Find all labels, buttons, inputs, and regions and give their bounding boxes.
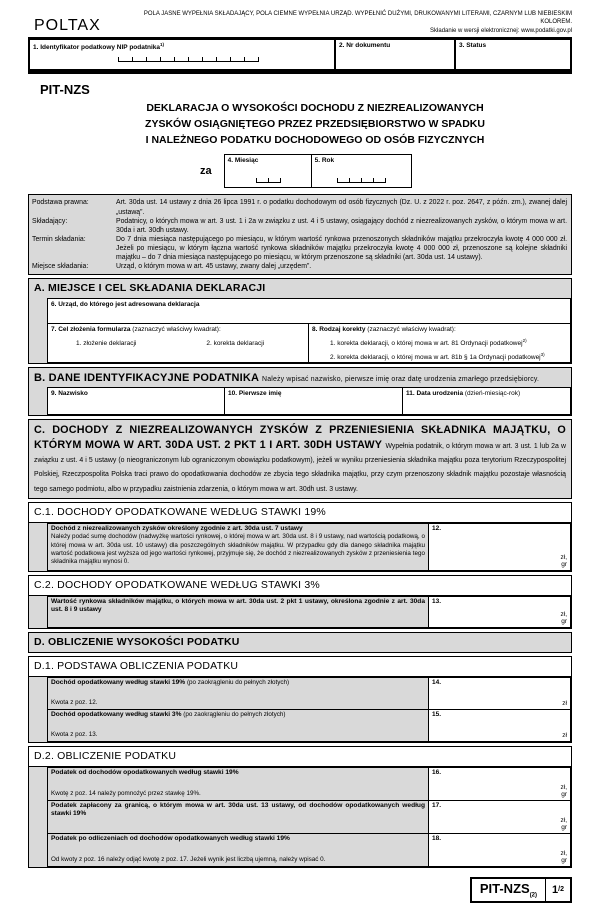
field-17-label: Podatek zapłacony za granicą, o którym mowa w art. 30da ust. 13 ustawy, od dochodów opodatkowanych według stawki 19% bbox=[51, 801, 425, 818]
month-label: 4. Miesiąc bbox=[227, 157, 259, 165]
field-17-description bbox=[47, 800, 429, 834]
unit-zl: zł bbox=[562, 732, 567, 740]
field-17-number: 17. bbox=[432, 801, 442, 809]
field-18-units bbox=[561, 850, 568, 865]
field-10-pierwsze-imie[interactable] bbox=[225, 387, 403, 415]
divider bbox=[28, 71, 572, 74]
option-zlozenie-deklaracji[interactable]: 1. złożenie deklaracji bbox=[76, 340, 137, 348]
unit-zl: zł, bbox=[560, 553, 567, 561]
field-7-label: 7. Cel złożenia formularza bbox=[51, 326, 133, 334]
nip-comb-input[interactable] bbox=[118, 57, 258, 62]
option-korekta-deklaracji[interactable]: 2. korekta deklaracji bbox=[206, 340, 265, 348]
field-15-note: Kwota z poz. 13. bbox=[51, 730, 98, 738]
section-d bbox=[28, 632, 572, 653]
footer-page-indicator bbox=[545, 879, 570, 902]
field-16-units bbox=[561, 784, 568, 799]
nip-footnote: 1) bbox=[160, 42, 165, 48]
field-7-hint: (zaznaczyć właściwy kwadrat): bbox=[132, 326, 221, 334]
field-16-note: Kwotę z poz. 14 należy pomnożyć przez stawkę 19%. bbox=[51, 789, 201, 797]
section-b-note: Należy wpisać nazwisko, pierwsze imię oraz datę urodzenia zmarłego przedsiębiorcy. bbox=[262, 376, 540, 384]
period-prefix: za bbox=[200, 165, 212, 178]
option-korekta-art-81[interactable] bbox=[330, 338, 567, 347]
footer-form-code bbox=[472, 879, 545, 902]
section-c1-body bbox=[29, 523, 571, 571]
section-c bbox=[28, 419, 572, 499]
field-18-row bbox=[47, 833, 571, 867]
unit-gr: gr bbox=[561, 618, 567, 626]
identification-row bbox=[28, 39, 572, 71]
section-b-row bbox=[47, 387, 571, 415]
field-7-options bbox=[51, 340, 305, 347]
page-footer bbox=[28, 877, 572, 903]
year-field[interactable] bbox=[311, 155, 411, 187]
field-10-label: 10. Pierwsze imię bbox=[228, 390, 282, 398]
form-title bbox=[58, 101, 572, 148]
month-comb-input[interactable] bbox=[256, 178, 280, 183]
unit-zl: zł, bbox=[560, 816, 567, 824]
field-8-hint: (zaznaczyć właściwy kwadrat): bbox=[367, 326, 456, 334]
field-14-label: Dochód opodatkowany według stawki 19% bbox=[51, 678, 187, 686]
field-18-amount-box[interactable] bbox=[429, 833, 571, 867]
field-14-amount-box[interactable] bbox=[429, 677, 571, 710]
section-d2-title: D.2. OBLICZENIE PODATKU bbox=[29, 747, 571, 767]
field-15-label: Dochód opodatkowany według stawki 3% bbox=[51, 710, 184, 718]
field-12-row bbox=[47, 523, 571, 571]
field-7-cel-zlozenia bbox=[47, 323, 309, 363]
legal-text: Art. 30da ust. 14 ustawy z dnia 26 lipca 1991 r. o podatku dochodowym od osób fizycznych (Dz. U. z 2022 r. poz. 2647, z późn. zm.), zwanej dalej „ustawą”. bbox=[116, 199, 567, 216]
unit-zl: zł, bbox=[560, 849, 567, 857]
legal-label: Termin składania: bbox=[32, 235, 86, 243]
unit-zl: zł, bbox=[560, 610, 567, 618]
form-page bbox=[28, 10, 572, 903]
doc-number-label: 2. Nr dokumentu bbox=[339, 42, 391, 50]
field-14-units bbox=[562, 700, 567, 707]
field-18-label: Podatek po odliczeniach od dochodów opodatkowanych według stawki 19% bbox=[51, 834, 290, 842]
section-d2-body bbox=[29, 767, 571, 867]
unit-gr: gr bbox=[561, 561, 567, 569]
status-label: 3. Status bbox=[459, 42, 487, 50]
field-6-urzad[interactable] bbox=[47, 298, 571, 324]
field-9-nazwisko[interactable] bbox=[47, 387, 225, 415]
field-13-row bbox=[47, 596, 571, 628]
section-c2-body bbox=[29, 596, 571, 628]
poltax-logo: POLTAX bbox=[34, 17, 101, 35]
field-8-rodzaj-korekty bbox=[309, 323, 571, 363]
legal-label: Składający: bbox=[32, 217, 68, 225]
section-c1-title: C.1. DOCHODY OPODATKOWANE WEDŁUG STAWKI 19% bbox=[29, 503, 571, 523]
field-18-number: 18. bbox=[432, 834, 442, 842]
field-8-label: 8. Rodzaj korekty bbox=[312, 326, 368, 334]
unit-zl: zł, bbox=[560, 783, 567, 791]
section-a-title: A. MIEJSCE I CEL SKŁADANIA DEKLARACJI bbox=[34, 282, 266, 295]
section-a-row bbox=[47, 323, 571, 363]
field-11-data-urodzenia[interactable] bbox=[403, 387, 571, 415]
header-instructions bbox=[111, 10, 572, 35]
field-14-row bbox=[47, 677, 571, 710]
legal-row bbox=[32, 217, 567, 235]
legal-text: Podatnicy, o których mowa w art. 3 ust. 1 i 2a w związku z ust. 4 i 5 ustawy, osiągający dochód z niezrealizowanych zysków, o którym mowa w art. 30da i art. 30dh ustawy. bbox=[116, 217, 567, 234]
field-6-label: 6. Urząd, do którego jest adresowana deklaracja bbox=[51, 301, 200, 309]
section-a-body bbox=[29, 298, 571, 363]
field-14-description bbox=[47, 677, 429, 710]
section-d-title: D. OBLICZENIE WYSOKOŚCI PODATKU bbox=[34, 635, 240, 648]
option-korekta-art-81b[interactable] bbox=[330, 352, 567, 361]
form-code: PIT-NZS bbox=[40, 82, 90, 98]
field-16-number: 16. bbox=[432, 768, 442, 776]
field-16-amount-box[interactable] bbox=[429, 767, 571, 801]
field-15-amount-box[interactable] bbox=[429, 709, 571, 742]
field-13-label: Wartość rynkowa składników majątku, o których mowa w art. 30da ust. 2 pkt 1 ustawy, określona zgodnie z art. 30da ust. 8 i 9 ustawy bbox=[51, 597, 425, 614]
section-d1-title: D.1. PODSTAWA OBLICZENIA PODATKU bbox=[29, 657, 571, 677]
field-15-number: 15. bbox=[432, 710, 442, 718]
unit-gr: gr bbox=[561, 857, 567, 865]
footer-code-text: PIT-NZS bbox=[479, 880, 530, 896]
legal-label: Miejsce składania: bbox=[32, 263, 89, 271]
fill-instruction-line: POLA JASNE WYPEŁNIA SKŁADAJĄCY, POLA CIEMNE WYPEŁNIA URZĄD. WYPEŁNIĆ DUŻYMI, DRUKOWANYMI LITERAMI, CZARNYM LUB NIEBIESKIM KOLOREM. bbox=[143, 11, 572, 26]
footer-page-number: 1 bbox=[552, 883, 559, 896]
section-d1 bbox=[28, 656, 572, 743]
footnote-3: 3) bbox=[540, 352, 545, 358]
legal-info-box bbox=[28, 194, 572, 275]
period-box bbox=[224, 154, 412, 188]
field-18-description bbox=[47, 833, 429, 867]
field-13-number: 13. bbox=[432, 597, 442, 605]
field-14-hint: (po zaokrągleniu do pełnych złotych) bbox=[186, 678, 290, 686]
unit-gr: gr bbox=[561, 791, 567, 799]
field-16-row bbox=[47, 767, 571, 801]
section-c-note: Wypełnia podatnik, o którym mowa w art. 3 ust. 1 lub 2a w związku z ust. 4 i 5 ustawy (o nieograniczonym lub ograniczonym obowiązku podatkowym), jeżeli w wyniku przeniesienia składnika majątku poza terytorium Rzeczypospolitej Polskiej, Rzeczpospolita Polska traci prawo do opodatkowania dochodów ze zbycia tego składnika majątku, przy czym przenoszony składnik majątku pozostaje własnością tego samego podmiotu, albo w przypadku zaistnienia zdarzenia, o którym mowa w art. 30dh ust. 3 ustawy. bbox=[34, 442, 566, 493]
title-line-2: ZYSKÓW OSIĄGNIĘTEGO PRZEZ PRZEDSIĘBIORSTWO W SPADKU bbox=[145, 117, 485, 130]
status-field[interactable] bbox=[455, 39, 571, 70]
field-14-number: 14. bbox=[432, 678, 442, 686]
legal-text: Urząd, o którym mowa w art. 45 ustawy, zwany dalej „urzędem”. bbox=[116, 263, 312, 271]
field-16-description bbox=[47, 767, 429, 801]
legal-row bbox=[32, 198, 567, 216]
option-korekta-art-81b-label: 2. korekta deklaracji, o której mowa w art. 81b § 1a Ordynacji podatkowej bbox=[330, 354, 541, 362]
field-11-hint: (dzień-miesiąc-rok) bbox=[464, 390, 521, 398]
year-label: 5. Rok bbox=[314, 157, 335, 165]
field-12-units bbox=[561, 554, 568, 569]
footer-code-version: (2) bbox=[529, 892, 538, 899]
field-15-units bbox=[562, 732, 567, 739]
option-korekta-art-81-label: 1. korekta deklaracji, o której mowa w art. 81 Ordynacji podatkowej bbox=[330, 340, 523, 348]
section-c-title-text: C. DOCHODY Z NIEZREALIZOWANYCH ZYSKÓW Z PRZENIESIENIA SKŁADNIKA MAJĄTKU, O KTÓRYM MOWA W ART. 30DA UST. 2 PKT 1 I ART. 30DH USTAWY bbox=[34, 424, 566, 451]
title-line-3: I NALEŻNEGO PODATKU DOCHODOWEGO OD OSÓB FIZYCZNYCH bbox=[145, 133, 485, 146]
section-d1-body bbox=[29, 677, 571, 742]
legal-row bbox=[32, 262, 567, 271]
nip-field[interactable] bbox=[29, 39, 335, 70]
field-13-units bbox=[561, 611, 568, 626]
field-9-label: 9. Nazwisko bbox=[51, 390, 88, 398]
unit-gr: gr bbox=[561, 824, 567, 832]
title-line-1: DEKLARACJA O WYSOKOŚCI DOCHODU Z NIEZREALIZOWANYCH bbox=[146, 102, 484, 115]
nip-label: 1. Identyfikator podatkowy NIP podatnika bbox=[33, 44, 161, 52]
year-comb-input[interactable] bbox=[337, 178, 385, 183]
footnote-2: 2) bbox=[522, 338, 527, 344]
legal-label: Podstawa prawna: bbox=[32, 199, 89, 207]
field-13-description bbox=[47, 596, 429, 628]
field-12-description bbox=[47, 523, 429, 571]
footer-form-code-box bbox=[470, 877, 572, 903]
section-c2-title: C.2. DOCHODY OPODATKOWANE WEDŁUG STAWKI 3% bbox=[29, 576, 571, 596]
unit-zl: zł bbox=[562, 700, 567, 708]
field-13-amount-box[interactable] bbox=[429, 596, 571, 628]
field-12-amount-box[interactable] bbox=[429, 523, 571, 571]
field-12-label: Dochód z niezrealizowanych zysków określony zgodnie z art. 30da ust. 7 ustawy bbox=[51, 524, 303, 532]
section-d2 bbox=[28, 746, 572, 868]
section-b bbox=[28, 367, 572, 416]
field-17-units bbox=[561, 817, 568, 832]
section-b-body bbox=[29, 387, 571, 415]
field-17-row bbox=[47, 800, 571, 834]
section-c-title bbox=[29, 420, 571, 498]
efiling-line: Składanie w wersji elektronicznej: www.podatki.gov.pl bbox=[430, 27, 572, 34]
footer-page-total: /2 bbox=[558, 886, 564, 894]
field-17-amount-box[interactable] bbox=[429, 800, 571, 834]
month-field[interactable] bbox=[225, 155, 311, 187]
field-14-note: Kwota z poz. 12. bbox=[51, 698, 98, 706]
doc-number-field[interactable] bbox=[335, 39, 455, 70]
header bbox=[28, 10, 572, 35]
field-12-number: 12. bbox=[432, 524, 442, 532]
field-15-row bbox=[47, 709, 571, 742]
field-12-note: Należy podać sumę dochodów (nadwyżkę wartości rynkowej, o której mowa w art. 30da ust. 8 i 9 ustawy, nad wartością podatkową, o której mowa w art. 30da ust. 10 ustawy) dla poszczególnych składników majątku. W przypadku gdy dla danego składnika majątku wartość podatkowa jest wyższa od jego wartości rynkowej, przyjmuje się, że dochód z niezrealizowanych zysków z przeniesienia tego składnika majątku wynosi 0. bbox=[51, 533, 425, 565]
period-row bbox=[200, 154, 572, 188]
section-c2 bbox=[28, 575, 572, 629]
section-c1 bbox=[28, 502, 572, 572]
field-16-label: Podatek od dochodów opodatkowanych według stawki 19% bbox=[51, 768, 239, 776]
section-b-title-text: B. DANE IDENTYFIKACYJNE PODATNIKA bbox=[34, 372, 263, 385]
legal-row bbox=[32, 235, 567, 262]
legal-text: Do 7 dnia miesiąca następującego po miesiącu, w którym wartość rynkowa przenoszonych składników majątku przekroczyła kwotę 4 000 000 zł. Jeżeli po miesiącu, w którym łączna wartość rynkowa składników majątku przekroczyła kwotę 4 000 000 zł, przenoszone są kolejne składniki majątku – do 7 dnia miesiąca następującego po miesiącu, w którym przenoszone są składniki (art. 30da ust. 14 ustawy). bbox=[116, 235, 567, 262]
field-15-hint: (po zaokrągleniu do pełnych złotych) bbox=[183, 710, 286, 718]
section-b-title bbox=[29, 368, 571, 387]
section-a bbox=[28, 278, 572, 364]
field-18-note: Od kwoty z poz. 16 należy odjąć kwotę z poz. 17. Jeżeli wynik jest liczbą ujemną, należy wpisać 0. bbox=[51, 855, 326, 863]
field-11-label: 11. Data urodzenia bbox=[406, 390, 465, 398]
field-15-description bbox=[47, 709, 429, 742]
